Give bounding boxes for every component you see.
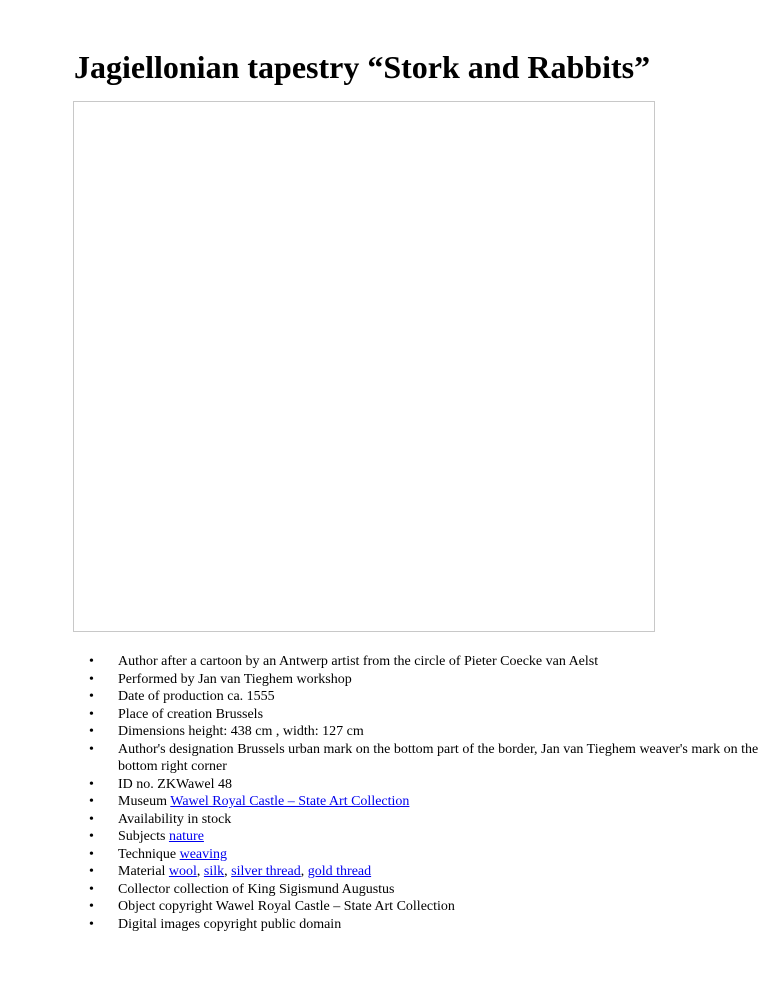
property-label: Author's designation: [118, 741, 234, 757]
list-item: [118, 863, 768, 881]
list-item: [118, 828, 768, 846]
list-item: [118, 811, 768, 829]
property-label: Date of production: [118, 689, 224, 704]
list-item: [118, 776, 768, 794]
museum-link[interactable]: Wawel Royal Castle – State Art Collection: [170, 794, 410, 809]
property-value: ZKWawel 48: [157, 776, 232, 792]
property-label: Object copyright: [118, 899, 213, 914]
property-value: ca. 1555: [227, 689, 275, 704]
property-label: Performed by: [118, 671, 195, 687]
tapestry-image-placeholder: [73, 101, 655, 632]
property-label: Museum: [118, 794, 167, 809]
property-label: Material: [118, 864, 166, 879]
list-item: [118, 846, 768, 864]
list-item: [118, 688, 768, 706]
list-item: [118, 916, 768, 934]
property-value: Jan van Tieghem workshop: [198, 671, 352, 687]
page-title: Jagiellonian tapestry “Stork and Rabbits”: [74, 49, 651, 85]
list-separator: ,: [300, 864, 308, 879]
material-link-wool[interactable]: wool: [168, 864, 197, 879]
property-value: in stock: [187, 811, 232, 827]
list-item: [118, 653, 768, 671]
property-label: Subjects: [118, 829, 166, 844]
property-value: after a cartoon by an Antwerp artist from the circle of Pieter Coecke van Aelst: [161, 654, 599, 669]
list-item: [118, 881, 768, 899]
property-label: Place of creation: [118, 706, 213, 722]
property-label: Technique: [118, 846, 177, 862]
list-item: [118, 723, 768, 741]
list-item: [118, 793, 768, 811]
list-item: [118, 898, 768, 916]
properties-list: [74, 653, 768, 933]
material-link-silk[interactable]: silk: [203, 864, 225, 879]
property-value: height: 438 cm , width: 127 cm: [188, 724, 364, 739]
list-item: [118, 741, 768, 776]
property-value: Brussels: [215, 706, 264, 722]
property-label: Digital images copyright: [118, 916, 258, 932]
property-value: collection of King Sigismund Augustus: [173, 881, 395, 897]
property-label: Availability: [118, 811, 184, 827]
property-value: Wawel Royal Castle – State Art Collection: [215, 899, 455, 914]
list-separator: ,: [224, 864, 232, 879]
property-value: Brussels urban mark on the bottom part of the border, Jan van Tieghem weaver's mark on the bottom right corner: [118, 741, 759, 774]
technique-link-weaving[interactable]: weaving: [179, 846, 228, 862]
property-label: Author: [118, 654, 158, 669]
list-item: [118, 706, 768, 724]
property-label: Dimensions: [118, 724, 185, 739]
list-separator: ,: [196, 864, 204, 879]
list-item: [118, 671, 768, 689]
subject-link-nature[interactable]: nature: [168, 829, 204, 844]
material-link-gold-thread[interactable]: gold thread: [307, 864, 372, 879]
property-value: public domain: [260, 916, 342, 932]
property-label: ID no.: [118, 776, 154, 792]
material-link-silver-thread[interactable]: silver thread: [231, 864, 301, 879]
property-label: Collector: [118, 881, 171, 897]
